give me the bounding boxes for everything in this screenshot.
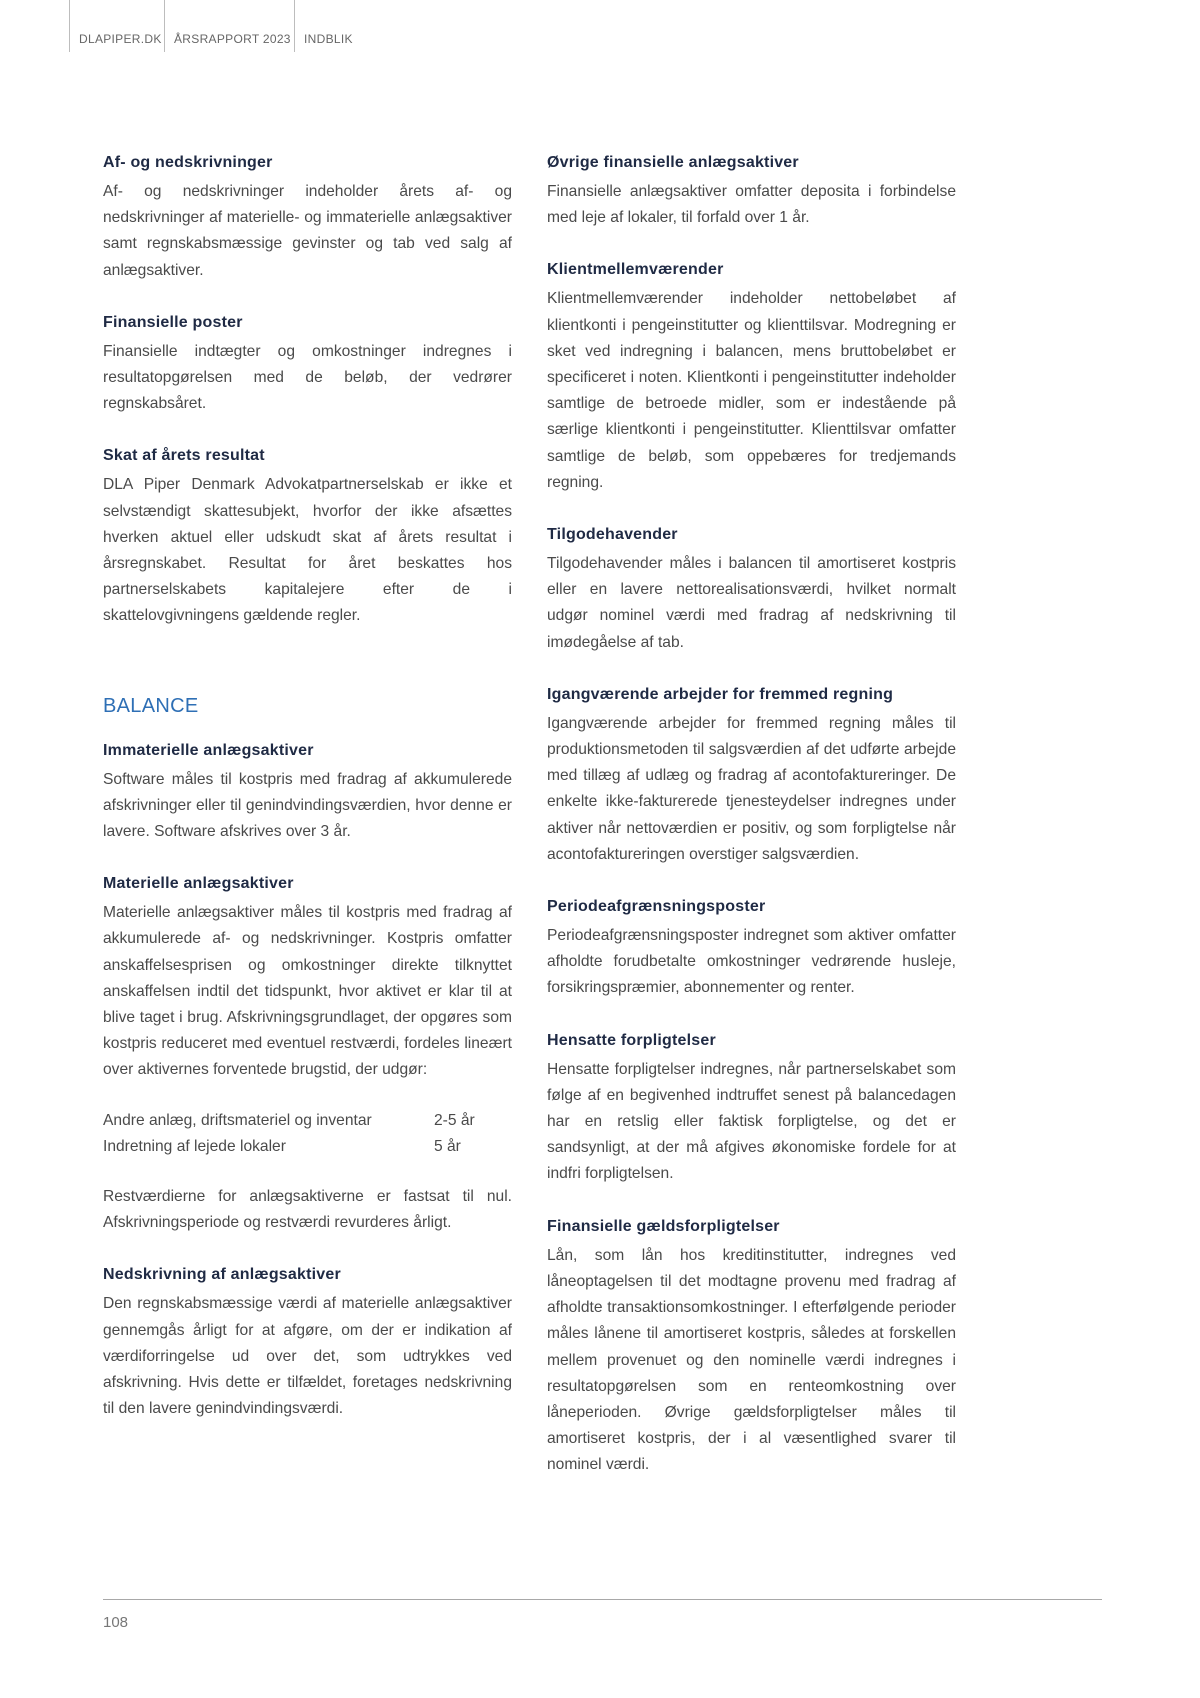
footer-divider <box>103 1599 1102 1600</box>
table-cell-value: 2-5 år <box>434 1111 475 1129</box>
page-number: 108 <box>103 1614 129 1631</box>
section-text: Klientmellemværender indeholder nettobeløbet af klientkonti i pengeinstitutter og klienttilsvar. Modregning er sket ved indregning i balancen, mens bruttobeløbet er specificeret i noten. Klientkonti i pengeinstitutter indeholder samtlige de betroede midler, som er indestående på særlige klientkonti i pengeinstitutter. Klienttilsvar omfatter samtlige de beløb, som oppebæres for tredjemands regning. <box>547 290 956 491</box>
table-row <box>103 1134 512 1160</box>
table-row <box>103 1108 512 1134</box>
section-heading: Klientmellemværender <box>547 261 724 279</box>
section-heading: Periodeafgrænsningsposter <box>547 898 766 916</box>
section-text: Finansielle indtægter og omkostninger indregnes i resultatopgørelsen med de beløb, der vedrører regnskabsåret. <box>103 342 512 413</box>
section-text: Restværdierne for anlægsaktiverne er fastsat til nul. Afskrivningsperiode og restværdi revurderes årligt. <box>103 1188 512 1232</box>
section-text: Periodeafgrænsningsposter indregnet som aktiver omfatter afholdte forudbetalte omkostninger vedrørende husleje, forsikringspræmier, abonnementer og renter. <box>547 927 956 997</box>
section-text: Lån, som lån hos kreditinstitutter, indregnes ved låneoptagelsen til det modtagne provenu med fradrag af afholdte transaktionsomkostninger. I efterfølgende perioder måles lånene til amortiseret kostpris, således at forskellen mellem provenuet og den nominelle værdi indregnes i resultatopgørelsen som en renteomkostning over låneperioden. Øvrige gældsforpligtelser måles til amortiseret kostpris, der i al væsentlighed svarer til nominel værdi. <box>547 1246 956 1474</box>
section-text: Hensatte forpligtelser indregnes, når partnerselskabet som følge af en begivenhed indtruffet senest på balancedagen har en retslig eller faktisk forpligtelse, og det er sandsynligt, at der må afgives økonomiske fordele for at indfri forpligtelsen. <box>547 1060 956 1183</box>
section-prepayments <box>547 894 956 1002</box>
section-impairment <box>103 1262 512 1422</box>
section-financial-items <box>103 310 512 418</box>
section-depreciation <box>103 150 512 284</box>
section-intangible-assets <box>103 738 512 846</box>
right-column <box>547 150 956 1505</box>
section-work-in-progress <box>547 682 956 868</box>
section-text: Finansielle anlægsaktiver omfatter deposita i forbindelse med leje af lokaler, til forfald over 1 år. <box>547 183 956 227</box>
section-heading: Immaterielle anlægsaktiver <box>103 741 314 759</box>
section-heading: Øvrige finansielle anlægsaktiver <box>547 154 799 171</box>
section-text: Af- og nedskrivninger indeholder årets af- og nedskrivninger af materielle- og immaterielle anlægsaktiver samt regnskabsmæssige gevinster og tab ved salg af anlægsaktiver. <box>103 183 512 279</box>
nav-link-website[interactable]: DLAPIPER.DK <box>69 0 162 52</box>
section-heading: Tilgodehavender <box>547 526 678 544</box>
depreciation-table <box>103 1108 512 1160</box>
section-text: Igangværende arbejder for fremmed regning måles til produktionsmetoden til salgsværdien af det udførte arbejde med tillæg af udlæg og fradrag af acontofaktureringer. De enkelte ikke-fakturerede tjenesteydelser indregnes under aktiver når nettoværdien er positiv, og som forpligtelse når acontofaktureringen overstiger salgsværdien. <box>547 714 956 863</box>
section-provisions <box>547 1028 956 1188</box>
section-financial-liabilities <box>547 1214 956 1479</box>
section-text: Den regnskabsmæssige værdi af materielle anlægsaktiver gennemgås årligt for at afgøre, om der er indikation af værdiforringelse ud over det, som udtrykkes ved afskrivning. Hvis dette er tilfældet, foretages nedskrivning til den lavere genindvindingsværdi. <box>103 1295 512 1418</box>
left-column <box>103 150 512 1449</box>
section-client-balances <box>547 257 956 496</box>
balance-title: BALANCE <box>103 694 199 717</box>
section-heading: Igangværende arbejder for fremmed regning <box>547 685 894 703</box>
section-other-financial-assets <box>547 150 956 231</box>
table-cell-value: 5 år <box>434 1137 461 1155</box>
section-heading: Finansielle poster <box>103 313 243 331</box>
section-heading: Skat af årets resultat <box>103 447 265 465</box>
table-cell-label: Indretning af lejede lokaler <box>103 1137 286 1155</box>
section-heading: Hensatte forpligtelser <box>547 1031 716 1049</box>
section-heading: Nedskrivning af anlægsaktiver <box>103 1266 341 1284</box>
nav-link-annual-report[interactable]: ÅRSRAPPORT 2023 <box>164 0 291 52</box>
section-heading: Finansielle gældsforpligtelser <box>547 1217 780 1235</box>
section-text: Materielle anlægsaktiver måles til kostpris med fradrag af akkumulerede af- og nedskrivninger. Kostpris omfatter anskaffelsesprisen og omkostninger direkte tilknyttet anskaffelsen indtil det tidspunkt, hvor aktivet er klar til at blive taget i brug. Afskrivningsgrundlaget, der opgøres som kostpris reduceret med eventuel restværdi, fordeles lineært over aktivernes forventede brugstid, der udgør: <box>103 904 512 1079</box>
section-tax <box>103 443 512 629</box>
table-cell-label: Andre anlæg, driftsmateriel og inventar <box>103 1111 372 1129</box>
section-text: DLA Piper Denmark Advokatpartnerselskab er ikke et selvstændigt skattesubjekt, hvorfor der ikke afsættes hverken aktuel eller udskudt skat af årets resultat i årsregnskabet. Resultat for året beskattes hos partnerselskabets kapitalejere efter de i skattelovgivningens gældende regler. <box>103 476 512 625</box>
section-receivables <box>547 522 956 656</box>
section-heading: Materielle anlægsaktiver <box>103 875 294 893</box>
section-tangible-assets <box>103 871 512 1236</box>
section-text: Software måles til kostpris med fradrag af akkumulerede afskrivninger eller til genindvindingsværdien, hvor denne er lavere. Software afskrives over 3 år. <box>103 770 512 841</box>
nav-link-insight[interactable]: INDBLIK <box>294 0 353 52</box>
section-text: Tilgodehavender måles i balancen til amortiseret kostpris eller en lavere nettorealisationsværdi, hvilket normalt udgør nominel værdi med fradrag af nedskrivning til imødegåelse af tab. <box>547 555 956 651</box>
section-heading: Af- og nedskrivninger <box>103 154 273 171</box>
